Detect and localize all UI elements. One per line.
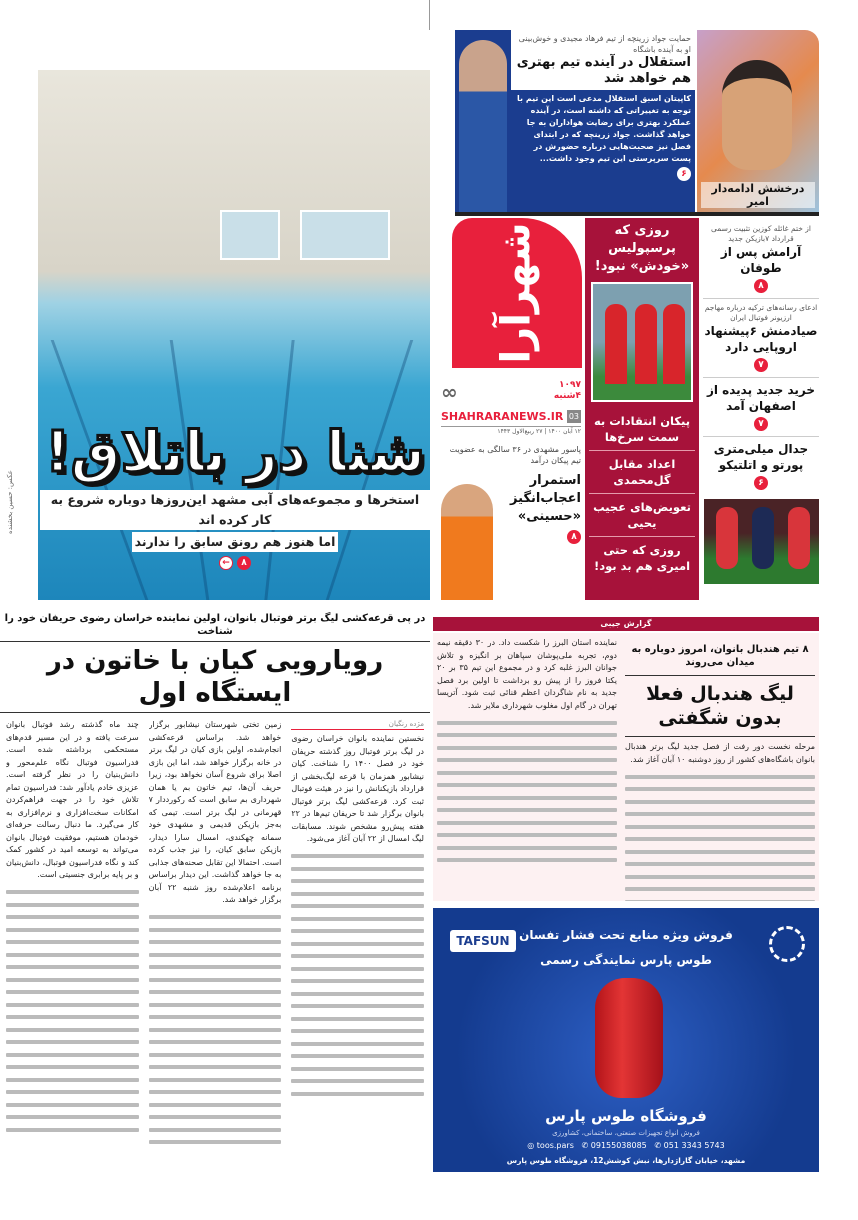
column-text: زمین تختی شهرستان نیشابور برگزار خواهد شد. براساس قرعه‌کشی انجام‌شده، اولین بازی کیان در لیگ برتر در خانه برگزار خواهد شد، اما این بازی اصلا برای شروع آسان نخواهد بود، زیرا حریف آن‌ها، تیم خاتون بم یا همان شهرداری بم سابق است که رکورددار ۷ قهرمانی در لیگ برتر است. تیمی که به‌جز بازیکن قدیمی و مشهدی خود سمانه چهکندی، امسال سارا دیدار، بازیکن سابق کیان، را نیز جذب کرده است. احتمالا این تقابل صحنه‌های جذابی به جا خواهد گذاشت. این دیدار براساس برنامه اعلام‌شده روز شنبه ۲۲ آبان برگزار خواهد شد. [148,720,282,904]
handball-story [433,633,819,901]
volleyball-story[interactable] [441,444,581,600]
weekday: ۴شنبه [553,391,581,401]
volleyball-kicker: پاسور مشهدی در ۳۶ سالگی به عضویت تیم پیکان درآمد [449,445,581,465]
phone-number[interactable]: 051 3343 5743 [663,1141,725,1150]
red-column [585,218,699,600]
top-story[interactable] [455,30,695,212]
womens-football-kicker: در پی قرعه‌کشی لیگ برتر فوتبال بانوان، اولین نماینده خراسان رضوی حریفان خود را شناخت [4,613,426,637]
main-subhead [40,490,430,552]
womens-football-headline[interactable]: رویارویی کیان با خاتون در ایستگاه اول [0,641,430,713]
coach-photo [459,40,507,212]
page-ref[interactable]: ۶ [754,476,768,490]
main-subhead-line: اما هنوز هم رونق سابق را ندارند [132,532,339,552]
list-item[interactable] [703,378,819,437]
list-item-title: جدال میلی‌متری پورتو و اتلتیکو [713,442,809,472]
red-column-item[interactable]: روزی که حتی امیری هم بد بود! [593,543,691,573]
womens-football-body [0,719,430,1220]
section-band: گزارش جیبی [433,617,819,631]
red-column-item[interactable]: تعویض‌های عجیب یحیی [589,494,695,537]
list-item[interactable] [703,437,819,495]
divider [455,212,819,216]
persepolis-photo [591,282,693,402]
column-text: چند ماه گذشته رشد فوتبال بانوان سرعت یافته و در این مسیر قدم‌های مستحکمی برداشته شده است. فدراسیون فوتبال نگاه علم‌محور و دانش‌بنیان را در نظر گرفته است. عزیزی خادم یادآور شد: فدراسیون تمام تلاش خود را در جهت فراهم‌کردن امکانات سخت‌افزاری و نرم‌افزاری به کار می‌گیرد. ما دنبال رسالت حرفه‌ای خودمان هستیم، موفقیت فوتبال بانوان می‌تواند به توسعه امید در کشور کمک کند و نگاه فدراسیون فوتبال، دانش‌بنیان و بر پایه برابری جنسیتی است. [5,720,139,879]
phone-icon: ✆ [654,1141,664,1150]
page-number: 03 [568,412,579,421]
list-item-title: خرید جدید پدیده از اصفهان آمد [706,383,816,413]
illustration-face [722,60,792,170]
top-story-kicker: حمایت جواد زرینچه از تیم فرهاد مجیدی و خوش‌بینی او به آینده باشگاه [518,34,691,54]
column-text: نخستین نماینده بانوان خراسان رضوی در لیگ برتر فوتبال روز گذشته حریفان خود در فصل ۱۴۰۰ را شناخت. کیان نیشابور همزمان با قرعه لیگ‌بخشی از قرارداد بازیکنانش را نیز در هیئت فوتبال ثبت کرد. قرعه‌کشی لیگ برتر فوتبال بانوان برگزار شد تا حریفان تیم‌ها در ۲۲ هفته پیش‌رو مشخص شوند. مسابقات لیگ امسال از ۲۲ آبان آغاز می‌شود. [291,734,424,843]
list-item-kicker: از ختم غائله کوزین تثبیت رسمی قرارداد ۷بازیکن جدید [711,224,811,243]
issue-number: ۱۰۹۷ [559,380,581,390]
page-ref[interactable]: ۸ [754,279,768,293]
page-ref[interactable]: ۶ [677,167,691,181]
handball-kicker: ۸ تیم هندبال بانوان، امروز دوباره به میدان می‌روند [625,637,815,676]
page-ref[interactable] [40,556,430,570]
window [220,210,280,260]
football-photo [704,499,819,584]
top-story-body: کاپیتان اسبق استقلال مدعی است این تیم با توجه به تغییراتی که داشته است، در آینده عملکرد بهتری برای رضایت هواداران به جا خواهد گذاشت. جواد زرینچه که در ابتدای فصل نیز صحبت‌هایی درباره حضورش در پست سرپرستی این تیم وجود داشت... [517,94,691,163]
text-column [6,719,139,1220]
instagram-icon: ◎ [527,1141,537,1150]
handball-headline[interactable]: لیگ هندبال فعلا بدون شگفتی [625,676,815,737]
handball-body: نماینده استان البرز را شکست داد. در ۳۰ دقیقه نیمه دوم، تجربه ملی‌پوشان سپاهان بر انگیزه و تلاش جوانان البرز غلبه کرد و در مجموع این تیم ۳۵ بر ۲۰ یکتا فروز را از پیش رو برداشت تا اولین برد فصل جدید به نام شاگردان اعظم قنائی ثبت شود. آتریسا تهران در گام اول مغلوب شهرداری ملایر شد. [437,638,617,710]
handball-body: مرحله نخست دور رفت از فصل جدید لیگ برتر هندبال بانوان باشگاه‌های کشور از روز دوشنبه ۱۰ آبان آغاز شد. [625,742,815,764]
website[interactable]: SHAHRARANEWS.IR [441,410,564,423]
mobile-number[interactable]: 09155038085 [590,1141,647,1150]
ad-line1: فروش ویژه منابع تحت فشار تفسان [519,928,733,942]
ad-address: مشهد، خیابان گاراژدارها، نبش کوشش12، فروشگاه طوس پارس [506,1156,746,1165]
masthead-logo [452,218,582,368]
top-story-title[interactable]: استقلال در آینده تیم بهتری هم خواهد شد [516,55,691,86]
red-column-item[interactable]: اعداد مقابل گل‌محمدی [589,451,695,494]
text-column [149,719,282,1220]
advertisement[interactable] [433,908,819,1172]
list-item-title: آرامش پس از طوفان [720,245,802,275]
instagram-handle[interactable]: toos.pars [536,1141,574,1150]
red-column-item[interactable]: پیکان انتقادات به سمت سرخ‌ها [589,408,695,451]
handball-right-column [625,637,815,897]
handball-left-column [437,637,617,897]
tafsun-logo: TAFSUN [450,930,516,952]
issue-info [441,380,581,440]
top-story-header [511,30,695,90]
text-column [291,719,424,1220]
illustration-caption: درخشش ادامه‌دار امیر [701,182,815,208]
byline: مژده رنگیان [291,719,424,730]
issue-date: ۱۲ آبان ۱۴۰۰ | ۲۷ ربیع‌الاول ۱۴۴۳ [441,426,581,436]
logo-mark: ∞ [441,380,458,404]
phone-icon: ✆ [581,1141,591,1150]
ad-desc: فروش انواع تجهیزات صنعتی، ساختمانی، کشاورزی [552,1129,700,1137]
list-item[interactable] [703,220,819,299]
player-illustration [697,30,819,212]
list-item[interactable] [703,299,819,378]
page-ref[interactable]: ۸ [567,530,581,544]
main-story [40,420,430,570]
window [300,210,390,260]
pressure-tank-image [595,978,663,1098]
main-headline[interactable]: شنا در باتلاق! [44,420,426,485]
ad-line2: طوس پارس نمایندگی رسمی [540,953,712,967]
ad-shop: فروشگاه طوس پارس [545,1107,707,1125]
top-story-text [511,30,695,184]
womens-football-story [0,612,430,1220]
page-ref-number[interactable]: ۸ [237,556,251,570]
list-item-title: صیادمنش ۶پیشنهاد اروپایی دارد [704,324,818,354]
volleyball-title: استمرار اعجاب‌انگیز «حسینی» [510,473,581,524]
top-story-body-wrap [511,90,695,184]
arrow-left-icon: ← [219,556,233,570]
photo-credit: عکس: حسین بخشنده [6,470,14,534]
masthead-logo-text: شهرآرا [493,222,540,364]
page-ref[interactable]: ۷ [754,358,768,372]
list-item-kicker: ادعای رسانه‌های ترکیه درباره مهاجم ارزیونر فوتبال ایران [704,303,818,322]
page-fold-line [429,0,430,30]
issue-number-block [554,380,581,402]
page-ref[interactable]: ۷ [754,417,768,431]
ad-contact [433,1140,819,1152]
volleyball-player-photo [441,484,493,600]
main-subhead-line: استخرها و مجموعه‌های آبی مشهد این‌روزها دوباره شروع به کار کرده اند [40,490,430,530]
red-column-headline[interactable]: روزی که پرسپولیس «خودش» نبود! [594,223,690,274]
right-column [703,220,819,584]
